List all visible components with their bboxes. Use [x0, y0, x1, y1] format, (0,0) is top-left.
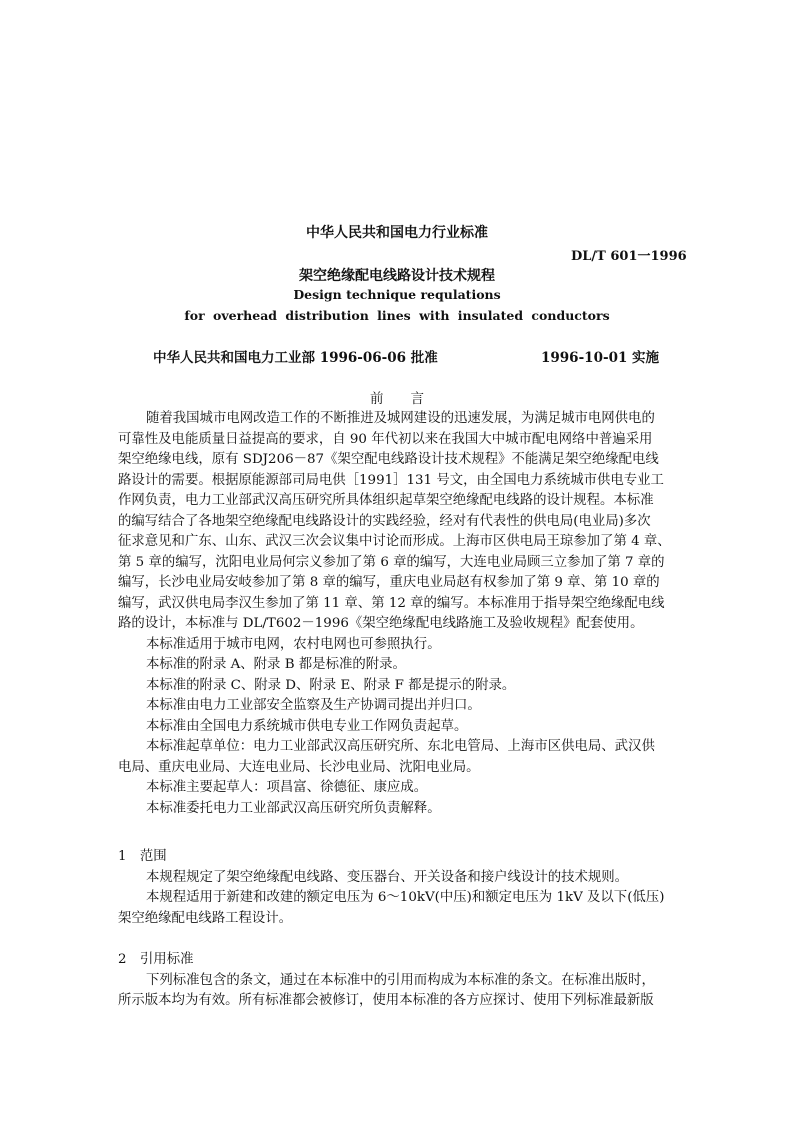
foreword-paragraph-line: 本标准的附录 A、附录 B 都是标准的附录。 [146, 657, 406, 672]
standard-code: DL/T 601一1996 [571, 249, 687, 264]
foreword-paragraph-line: 编写，长沙电业局安岐参加了第 8 章的编写，重庆电业局赵有权参加了第 9 章、第 10 章的 [118, 575, 660, 590]
foreword-heading: 前 言 [370, 391, 424, 407]
foreword-paragraph-line: 本标准由电力工业部安全监察及生产协调司提出并归口。 [146, 698, 481, 713]
section-1-line: 架空绝缘配电线路工程设计。 [118, 910, 293, 926]
foreword-paragraph-line: 第 5 章的编写，沈阳电业局何宗义参加了第 6 章的编写，大连电业局顾三立参加了第 7 章的 [118, 554, 665, 570]
industry-standard-title: 中华人民共和国电力行业标准 [306, 225, 488, 241]
foreword-paragraph-line: 的编写结合了各地架空绝缘配电线路设计的实践经验，经对有代表性的供电局(电业局)多次 [118, 513, 651, 529]
foreword-paragraph-line: 可靠性及电能质量日益提高的要求，自 90 年代初以来在我国大中城市配电网络中普遍采用 [118, 431, 653, 447]
foreword-paragraph-line: 编写，武汉供电局李汉生参加了第 11 章、第 12 章的编写。本标准用于指导架空绝缘配电线 [118, 595, 665, 611]
title-english-line-2: for overhead distribution lines with insulated conductors [184, 308, 610, 323]
foreword-paragraph-line: 随着我国城市电网改造工作的不断推进及城网建设的迅速发展，为满足城市电网供电的 [146, 411, 655, 426]
foreword-paragraph-line: 本标准由全国电力系统城市供电专业工作网负责起草。 [146, 718, 468, 734]
section-1-line: 本规程规定了架空绝缘配电线路、变压器台、开关设备和接户线设计的技术规则。 [146, 869, 629, 885]
section-1-heading: 1 范围 [118, 849, 167, 864]
foreword-paragraph-line: 本标准委托电力工业部武汉高压研究所负责解释。 [146, 800, 441, 816]
foreword-paragraph-line: 架空绝缘电线，原有 SDJ206－87《架空配电线路设计技术规程》不能满足架空绝缘配电线 [118, 452, 659, 467]
title-english-line-1: Design technique requlations [293, 287, 501, 302]
foreword-paragraph-line: 本标准主要起草人：项昌富、徐德征、康应成。 [146, 780, 428, 795]
foreword-paragraph-line: 路设计的需要。根据原能源部司局电供［1991］131 号文，由全国电力系统城市供电专业工 [118, 472, 664, 488]
foreword-paragraph-line: 本标准的附录 C、附录 D、附录 E、附录 F 都是提示的附录。 [146, 677, 516, 693]
foreword-paragraph-line: 路的设计，本标准与 DL/T602－1996《架空绝缘配电线路施工及验收规程》配套使用。 [118, 616, 644, 631]
foreword-paragraph-line: 本标准适用于城市电网，农村电网也可参照执行。 [146, 636, 441, 652]
section-2-heading: 2 引用标准 [118, 952, 194, 967]
effective-date: 1996-10-01 实施 [541, 350, 660, 366]
title-chinese: 架空绝缘配电线路设计技术规程 [299, 268, 495, 284]
foreword-paragraph-line: 电局、重庆电业局、大连电业局、长沙电业局、沈阳电业局。 [118, 759, 480, 775]
section-2-line: 下列标准包含的条文，通过在本标准中的引用而构成为本标准的条文。在标准出版时， [146, 972, 655, 988]
approval-line: 中华人民共和国电力工业部 1996-06-06 批准 [153, 350, 438, 366]
section-2-line: 所示版本均为有效。所有标准都会被修订，使用本标准的各方应探讨、使用下列标准最新版 [118, 993, 654, 1008]
foreword-paragraph-line: 作网负责，电力工业部武汉高压研究所具体组织起草架空绝缘配电线路的设计规程。本标准 [118, 493, 654, 508]
foreword-paragraph-line: 征求意见和广东、山东、武汉三次会议集中讨论而形成。上海市区供电局王琼参加了第 4 章、 [118, 534, 671, 549]
foreword-paragraph-line: 本标准起草单位：电力工业部武汉高压研究所、东北电管局、上海市区供电局、武汉供 [146, 739, 655, 754]
section-1-line: 本规程适用于新建和改建的额定电压为 6～10kV(中压)和额定电压为 1kV 及以下(低压) [146, 890, 665, 905]
